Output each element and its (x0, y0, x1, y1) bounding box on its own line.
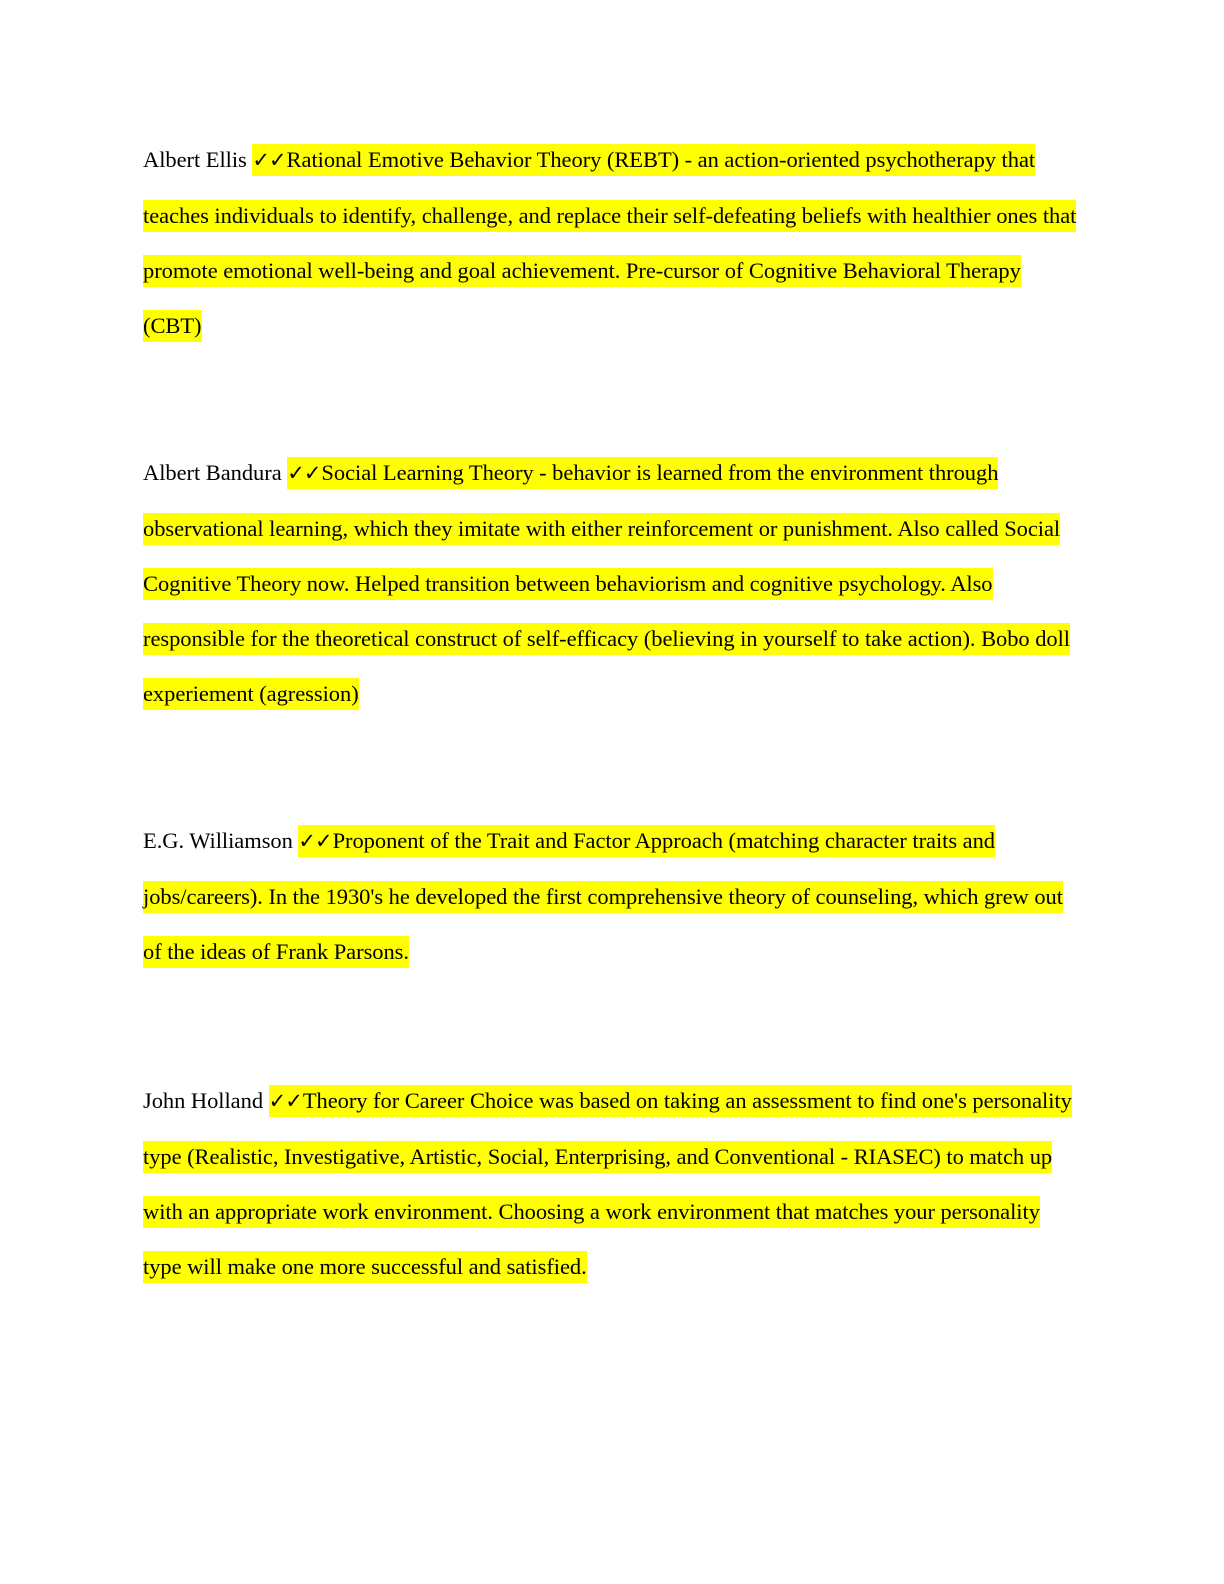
double-check-icon: ✓✓ (298, 829, 332, 853)
double-check-icon: ✓✓ (287, 461, 321, 485)
entry-definition-highlight (143, 1085, 1072, 1283)
entry-definition: Rational Emotive Behavior Theory (REBT) - an action-oriented psychotherapy that teaches individuals to identify, challenge, and replace their self-defeating beliefs with healthier ones that promote emotional well-being and goal achievement. Pre-cursor of Cognitive Behavioral Therapy (CBT) (143, 147, 1077, 338)
flashcard-entry (143, 445, 1083, 721)
entry-definition-highlight (143, 457, 1070, 710)
double-check-icon: ✓✓ (268, 1089, 302, 1113)
entry-definition: Proponent of the Trait and Factor Approach (matching character traits and jobs/careers). In the 1930's he developed the first comprehensive theory of counseling, which grew out of the ideas of Frank Parsons. (143, 828, 1063, 964)
entry-term: Albert Bandura (143, 460, 282, 485)
entry-definition-highlight (143, 144, 1076, 342)
double-check-icon: ✓✓ (252, 148, 286, 172)
entry-term: Albert Ellis (143, 147, 247, 172)
entry-definition: Theory for Career Choice was based on taking an assessment to find one's personality type (Realistic, Investigative, Artistic, Social, Enterprising, and Conventional - RIASEC) to match up with an appropriate work environment. Choosing a work environment that matches your personality type will make one more successful and satisfied. (143, 1088, 1072, 1279)
flashcard-entry (143, 132, 1083, 353)
entry-definition: Social Learning Theory - behavior is learned from the environment through observational learning, which they imitate with either reinforcement or punishment. Also called Social Cognitive Theory now. Helped transition between behaviorism and cognitive psychology. Also responsible for the theoretical construct of self-efficacy (believing in yourself to take action). Bobo doll experiement (agression) (143, 460, 1070, 706)
entry-term: John Holland (143, 1088, 264, 1113)
flashcard-entry (143, 1073, 1083, 1294)
flashcard-entry (143, 813, 1083, 979)
entry-term: E.G. Williamson (143, 828, 293, 853)
